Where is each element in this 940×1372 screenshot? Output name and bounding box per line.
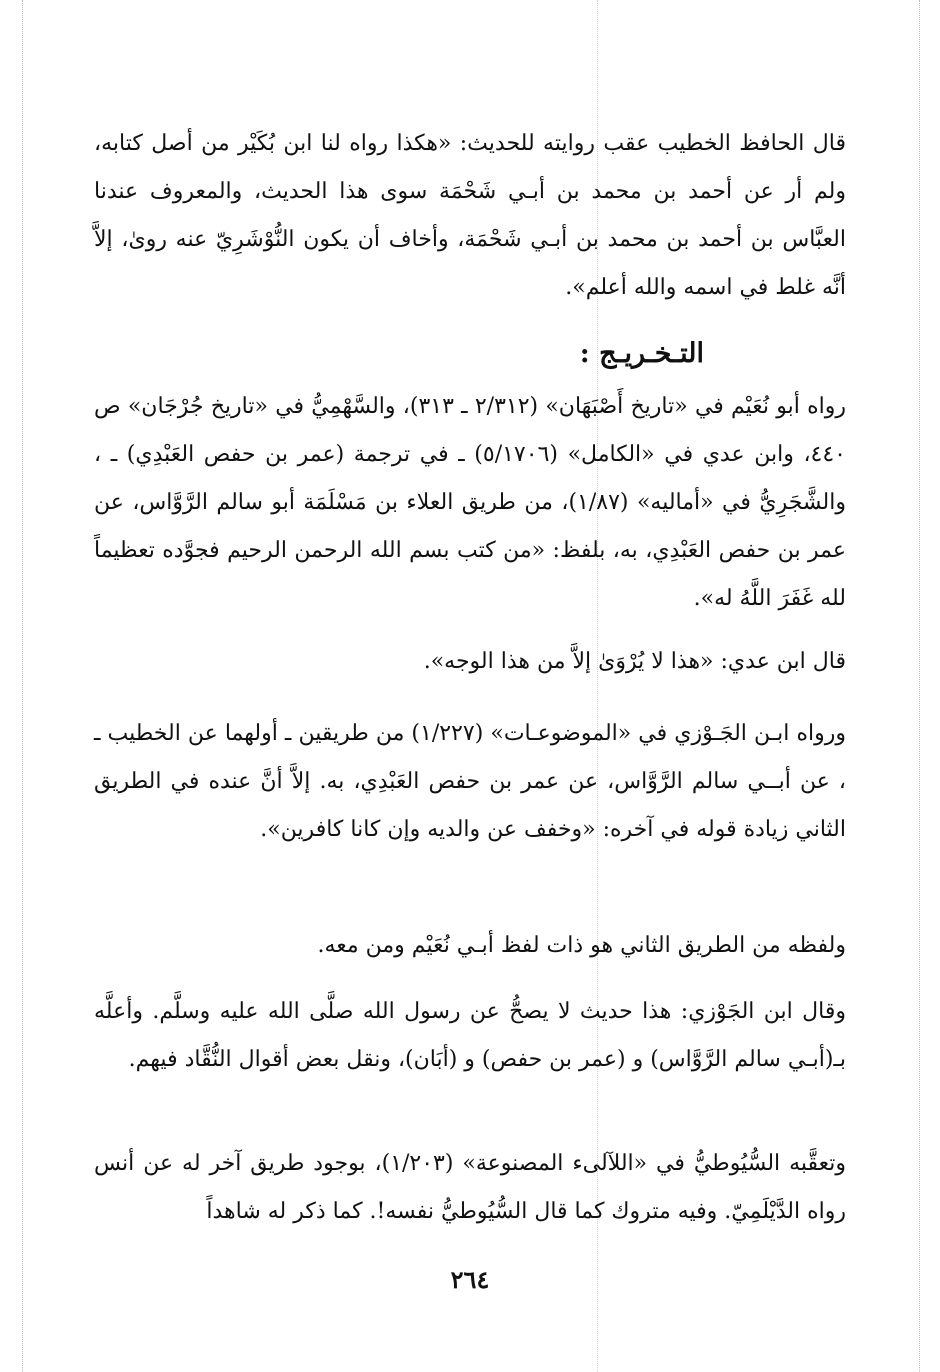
scan-margin-line-left — [22, 0, 23, 1372]
paragraph-second-route-wording: ولفظه من الطريق الثاني هو ذات لفظ أبـي نُعَيْم ومن معه. — [317, 933, 846, 958]
scan-margin-line-right — [919, 0, 920, 1372]
section-heading-takhrij: التـخـريـج : — [579, 338, 704, 369]
paragraph-takhrij-sources: رواه أبو نُعَيْم في «تاريخ أَصْبَهَان» (٢/٣١٢ ـ ٣١٣)، والسَّهْمِيُّ في «تاريخ جُرْجَان» ص ٤٤٠، وابن عدي في «الكامل» (٥/١٧٠٦) ـ في ترجمة (عمر بن حفص العَبْدِي) ـ ، والشَّجَرِيُّ في «أماليه» (١/٨٧)، من طريق العلاء بن مَسْلَمَة أبو سالم الرَّوَّاس، عن عمر بن حفص العَبْدِي، به، بلفظ: «من كتب بسم الله الرحمن الرحيم فجوَّده تعظيماً لله غَفَرَ اللَّهُ له». — [94, 394, 846, 611]
page-number: ٢٦٤ — [450, 1265, 490, 1294]
paragraph-suyuti-rejoinder: وتعقَّبه السُّيُوطيُّ في «اللآلىء المصنوعة» (١/٢٠٣)، بوجود طريق آخر له عن أنس رواه الدَّيْلَمِيّ. وفيه متروك كما قال السُّيُوطيُّ نفسه!. كما ذكر له شاهداً — [94, 1151, 846, 1224]
paragraph-khatib-comment: قال الحافظ الخطيب عقب روايته للحديث: «هكذا رواه لنا ابن بُكَيْر من أصل كتابه، ولم أر عن أحمد بن محمد بن أبـي شَحْمَة سوى هذا الحديث، والمعروف عندنا العبَّاس بن أحمد بن محمد بن أبـي شَحْمَة، وأخاف أن يكون النُّوْشَرِيّ عنه روىٰ، إلاَّ أنَّه غلط في اسمه والله أعلم». — [94, 131, 846, 300]
paragraph-ibn-jawzi-narration: ورواه ابـن الجَـوْزي في «الموضوعـات» (١/٢٢٧) من طريقين ـ أولهما عن الخطيب ـ ، عن أبــي سالم الرَّوَّاس، عن عمر بن حفص العَبْدِي، به. إلاَّ أنَّ عنده في الطريق الثاني زيادة قوله في آخره: «وخفف عن والديه وإن كانا كافرين». — [94, 721, 846, 842]
book-page — [94, 0, 846, 1372]
paragraph-ibn-jawzi-verdict: وقال ابن الجَوْزي: هذا حديث لا يصحُّ عن رسول الله صلَّى الله عليه وسلَّم. وأعلَّه بـ(أبـي سالم الرَّوَّاس) و (عمر بن حفص) و (أبَان)، ونقل بعض أقوال النُّقَّاد فيهم. — [94, 999, 846, 1072]
paragraph-ibn-adi-remark: قال ابن عدي: «هذا لا يُرْوَىٰ إلاَّ من هذا الوجه». — [423, 649, 846, 674]
